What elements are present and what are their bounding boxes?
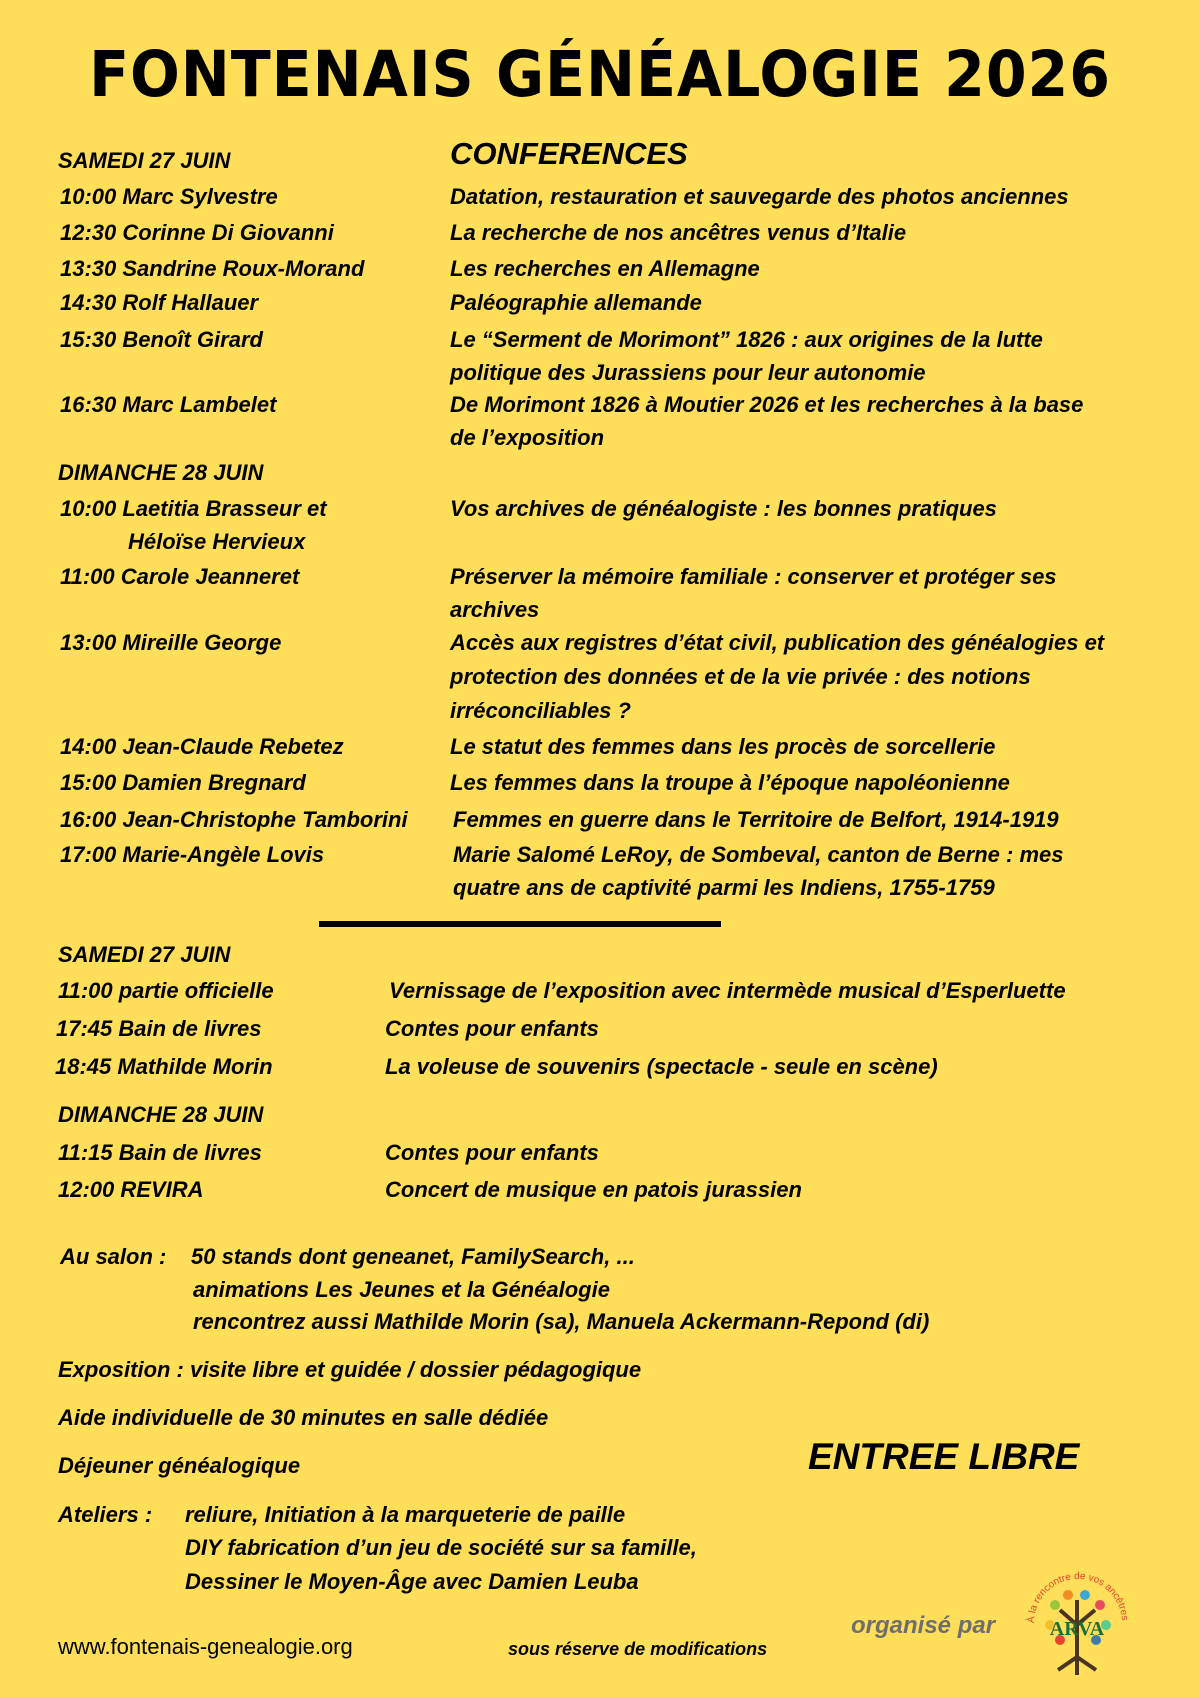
event-time: 11:15 Bain de livres bbox=[58, 1140, 262, 1165]
event-time: 18:45 Mathilde Morin bbox=[55, 1054, 273, 1079]
organised-by: organisé par bbox=[851, 1612, 996, 1639]
logo-text: ARVA bbox=[1049, 1618, 1105, 1640]
divider bbox=[319, 921, 721, 927]
arva-logo bbox=[1020, 1565, 1135, 1680]
speaker: 11:00 Carole Jeanneret bbox=[60, 564, 300, 589]
event-title: Contes pour enfants bbox=[385, 1140, 599, 1165]
talk-title: Les femmes dans la troupe à l’époque napoléonienne bbox=[450, 770, 1010, 795]
speaker: 10:00 Marc Sylvestre bbox=[60, 184, 278, 209]
speaker: 16:00 Jean-Christophe Tamborini bbox=[60, 807, 408, 832]
ateliers-line: Dessiner le Moyen-Âge avec Damien Leuba bbox=[185, 1569, 639, 1594]
talk-title: Accès aux registres d’état civil, publication des généalogies et bbox=[450, 630, 1105, 655]
speaker: 14:30 Rolf Hallauer bbox=[60, 290, 259, 315]
event-title: La voleuse de souvenirs (spectacle - seule en scène) bbox=[385, 1054, 938, 1079]
salon-line: animations Les Jeunes et la Généalogie bbox=[193, 1277, 610, 1302]
talk-title: Le “Serment de Morimont” 1826 : aux origines de la lutte bbox=[450, 327, 1043, 352]
event-title: Concert de musique en patois jurassien bbox=[385, 1177, 802, 1202]
exposition-info: Exposition : visite libre et guidée / dossier pédagogique bbox=[58, 1357, 642, 1382]
talk-title: Datation, restauration et sauvegarde des photos anciennes bbox=[450, 184, 1069, 209]
event-title: Contes pour enfants bbox=[385, 1016, 599, 1041]
talk-title: Paléographie allemande bbox=[450, 290, 702, 315]
aide-info: Aide individuelle de 30 minutes en salle dédiée bbox=[58, 1405, 549, 1430]
ateliers-line: reliure, Initiation à la marqueterie de paille bbox=[185, 1502, 626, 1527]
day-heading: SAMEDI 27 JUIN bbox=[58, 148, 231, 173]
salon-line: 50 stands dont geneanet, FamilySearch, ... bbox=[191, 1244, 635, 1269]
talk-title: Le statut des femmes dans les procès de sorcellerie bbox=[450, 734, 996, 759]
event-time: 11:00 partie officielle bbox=[58, 978, 274, 1003]
conferences-heading: CONFERENCES bbox=[450, 136, 688, 171]
salon-label: Au salon : bbox=[60, 1244, 167, 1269]
talk-title: De Morimont 1826 à Moutier 2026 et les recherches à la base bbox=[450, 392, 1084, 417]
speaker: 12:30 Corinne Di Giovanni bbox=[60, 220, 334, 245]
ateliers-label: Ateliers : bbox=[58, 1502, 153, 1527]
talk-title: Marie Salomé LeRoy, de Sombeval, canton de Berne : mes bbox=[453, 842, 1064, 867]
event-time: 17:45 Bain de livres bbox=[56, 1016, 262, 1041]
day-heading: DIMANCHE 28 JUIN bbox=[58, 1102, 264, 1127]
day-heading: DIMANCHE 28 JUIN bbox=[58, 460, 264, 485]
speaker: 16:30 Marc Lambelet bbox=[60, 392, 277, 417]
speaker: 17:00 Marie-Angèle Lovis bbox=[60, 842, 325, 867]
website-link[interactable]: www.fontenais-genealogie.org bbox=[58, 1634, 353, 1659]
event-time: 12:00 REVIRA bbox=[58, 1177, 204, 1202]
poster-title: FONTENAIS GÉNÉALOGIE 2026 bbox=[89, 38, 1111, 111]
talk-title: irréconciliables ? bbox=[450, 698, 631, 723]
speaker: Héloïse Hervieux bbox=[128, 529, 306, 554]
event-title: Vernissage de l’exposition avec intermède musical d’Esperluette bbox=[389, 978, 1066, 1003]
speaker: 15:00 Damien Bregnard bbox=[60, 770, 306, 795]
disclaimer: sous réserve de modifications bbox=[508, 1639, 768, 1659]
ateliers-line: DIY fabrication d’un jeu de société sur sa famille, bbox=[185, 1535, 697, 1560]
talk-title: La recherche de nos ancêtres venus d’Italie bbox=[450, 220, 907, 245]
talk-title: Vos archives de généalogiste : les bonnes pratiques bbox=[450, 496, 997, 521]
talk-title: de l’exposition bbox=[450, 425, 605, 450]
talk-title: protection des données et de la vie privée : des notions bbox=[450, 664, 1031, 689]
talk-title: archives bbox=[450, 597, 540, 622]
speaker: 13:30 Sandrine Roux-Morand bbox=[60, 256, 365, 281]
dejeuner-info: Déjeuner généalogique bbox=[58, 1453, 301, 1478]
speaker: 13:00 Mireille George bbox=[60, 630, 282, 655]
talk-title: quatre ans de captivité parmi les Indiens, 1755-1759 bbox=[453, 875, 995, 900]
salon-line: rencontrez aussi Mathilde Morin (sa), Manuela Ackermann-Repond (di) bbox=[193, 1309, 930, 1334]
day-heading: SAMEDI 27 JUIN bbox=[58, 942, 231, 967]
logo-arc-text: À la rencontre de vos ancêtres bbox=[1025, 1570, 1130, 1624]
speaker: 14:00 Jean-Claude Rebetez bbox=[60, 734, 344, 759]
talk-title: Préserver la mémoire familiale : conserver et protéger ses bbox=[450, 564, 1057, 589]
speaker: 15:30 Benoît Girard bbox=[60, 327, 263, 352]
speaker: 10:00 Laetitia Brasseur et bbox=[60, 496, 327, 521]
talk-title: Les recherches en Allemagne bbox=[450, 256, 760, 281]
entree-libre: ENTREE LIBRE bbox=[808, 1436, 1080, 1477]
talk-title: politique des Jurassiens pour leur autonomie bbox=[450, 360, 926, 385]
talk-title: Femmes en guerre dans le Territoire de Belfort, 1914-1919 bbox=[453, 807, 1059, 832]
